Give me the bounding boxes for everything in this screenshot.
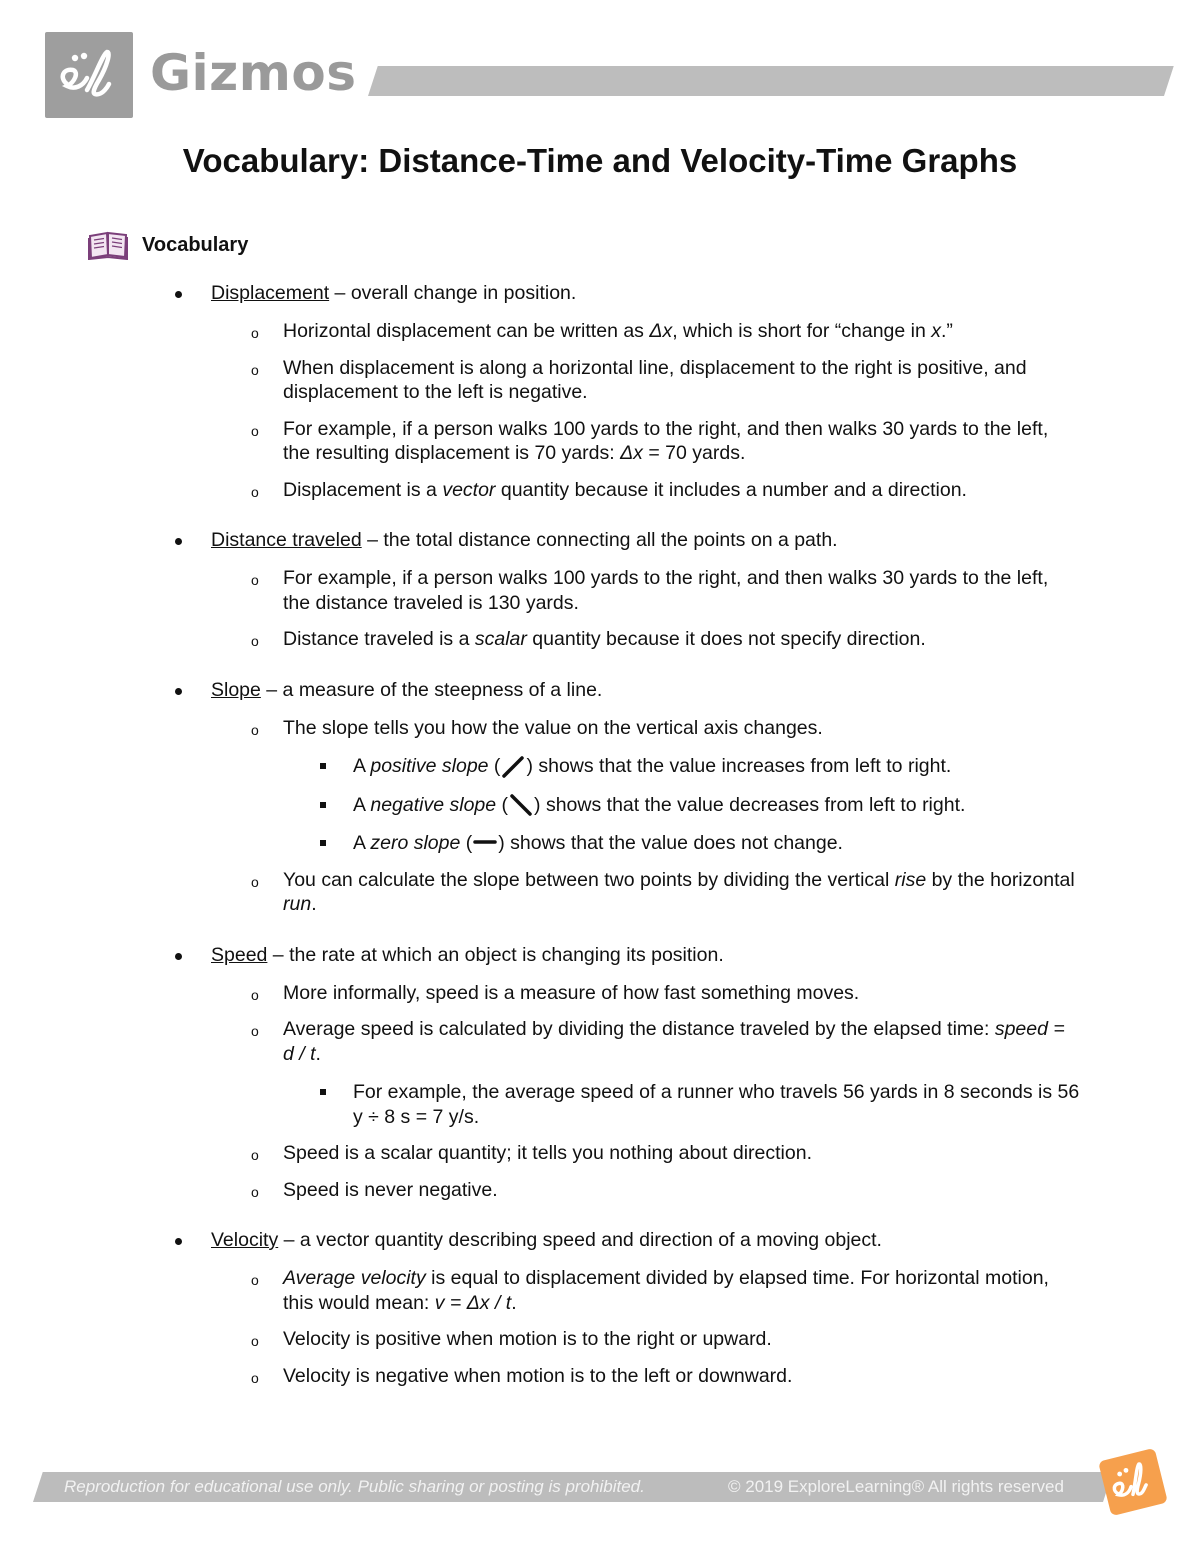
term-name: Slope: [211, 678, 261, 701]
book-icon: [87, 230, 129, 260]
bullet: [175, 953, 182, 960]
list-item: o Speed is a scalar quantity; it tells you nothing about direction.: [251, 1142, 812, 1164]
list-item: o Average speed is calculated by dividing the distance traveled by the elapsed time: speed = d / t.: [251, 1018, 1065, 1065]
term-definition: – a measure of the steepness of a line.: [260, 678, 603, 701]
list-item: o For example, if a person walks 100 yards to the right, and then walks 30 yards to the left, the distance traveled is 130 yards.: [251, 567, 1049, 614]
term-definition: – the rate at which an object is changing its position.: [267, 943, 724, 966]
term-speed: [0, 943, 1200, 1203]
list-item: A positive slope ( ) shows that the value increases from left to right.: [211, 754, 1080, 779]
vocabulary-list: [0, 281, 1200, 1388]
list-item: A zero slope ( ) shows that the value does not change.: [211, 831, 1080, 856]
term-velocity: [0, 1228, 1200, 1388]
term-name: Displacement: [211, 282, 330, 304]
list-item: o More informally, speed is a measure of how fast something moves.: [251, 981, 860, 1004]
brand-name: Gizmos: [150, 44, 357, 102]
el-logo-icon: [45, 32, 133, 118]
section-heading: [87, 230, 248, 260]
header-bar: [368, 66, 1174, 96]
list-item: o Velocity is positive when motion is to the right or upward.: [251, 1328, 772, 1350]
term-distance-traveled: [0, 528, 1200, 652]
list-item: A negative slope ( ) shows that the value decreases from left to right.: [211, 793, 1080, 818]
list-item: o Displacement is a vector quantity because it includes a number and a direction.: [251, 478, 967, 501]
el-logo: [45, 32, 133, 118]
negative-slope-icon: [508, 794, 534, 816]
zero-slope-icon: [472, 833, 498, 855]
term-name: Distance traveled: [211, 529, 362, 551]
footer-notice: Reproduction for educational use only. Public sharing or posting is prohibited.: [64, 1477, 645, 1496]
list-item: o You can calculate the slope between two points by dividing the vertical rise by the horizontal run.: [251, 868, 1075, 915]
list-item: o For example, if a person walks 100 yards to the right, and then walks 30 yards to the left, the resulting displacement is 70 yards: Δx = 70 yards.: [251, 417, 1049, 464]
page-title: Vocabulary: Distance-Time and Velocity-Time Graphs: [182, 142, 1018, 179]
list-item: o Average velocity is equal to displacement divided by elapsed time. For horizontal motion, this would mean: v = Δx / t.: [251, 1267, 1049, 1314]
term-definition: – overall change in position.: [329, 282, 577, 304]
section-label: Vocabulary: [142, 233, 249, 256]
list-item: For example, the average speed of a runner who travels 56 yards in 8 seconds is 56 y ÷ 8 s = 7 y/s.: [211, 1080, 1080, 1129]
term-name: Speed: [211, 943, 268, 966]
list-item: o When displacement is along a horizontal line, displacement to the right is positive, and displacement to the left is negative.: [251, 356, 1027, 403]
positive-slope-icon: [500, 756, 526, 778]
el-footer-logo-icon: [1098, 1448, 1168, 1516]
list-item: o The slope tells you how the value on the vertical axis changes.: [251, 716, 823, 739]
term-definition: – a vector quantity describing speed and direction of a moving object.: [278, 1229, 882, 1251]
term-definition: – the total distance connecting all the points on a path.: [361, 529, 838, 551]
list-item: o Speed is never negative.: [251, 1178, 498, 1201]
bullet: [175, 538, 182, 545]
list-item: o Distance traveled is a scalar quantity because it does not specify direction.: [251, 628, 926, 650]
term-name: Velocity: [211, 1229, 279, 1251]
bullet: [175, 291, 182, 298]
bullet: [175, 1238, 182, 1245]
term-displacement: [0, 281, 1200, 502]
footer-copyright: © 2019 ExploreLearning® All rights reserved: [728, 1477, 1064, 1496]
list-item: o Horizontal displacement can be written as Δx, which is short for “change in x.”: [251, 320, 953, 342]
list-item: o Velocity is negative when motion is to the left or downward.: [251, 1364, 793, 1387]
bullet: [175, 688, 182, 695]
term-slope: [0, 678, 1200, 917]
